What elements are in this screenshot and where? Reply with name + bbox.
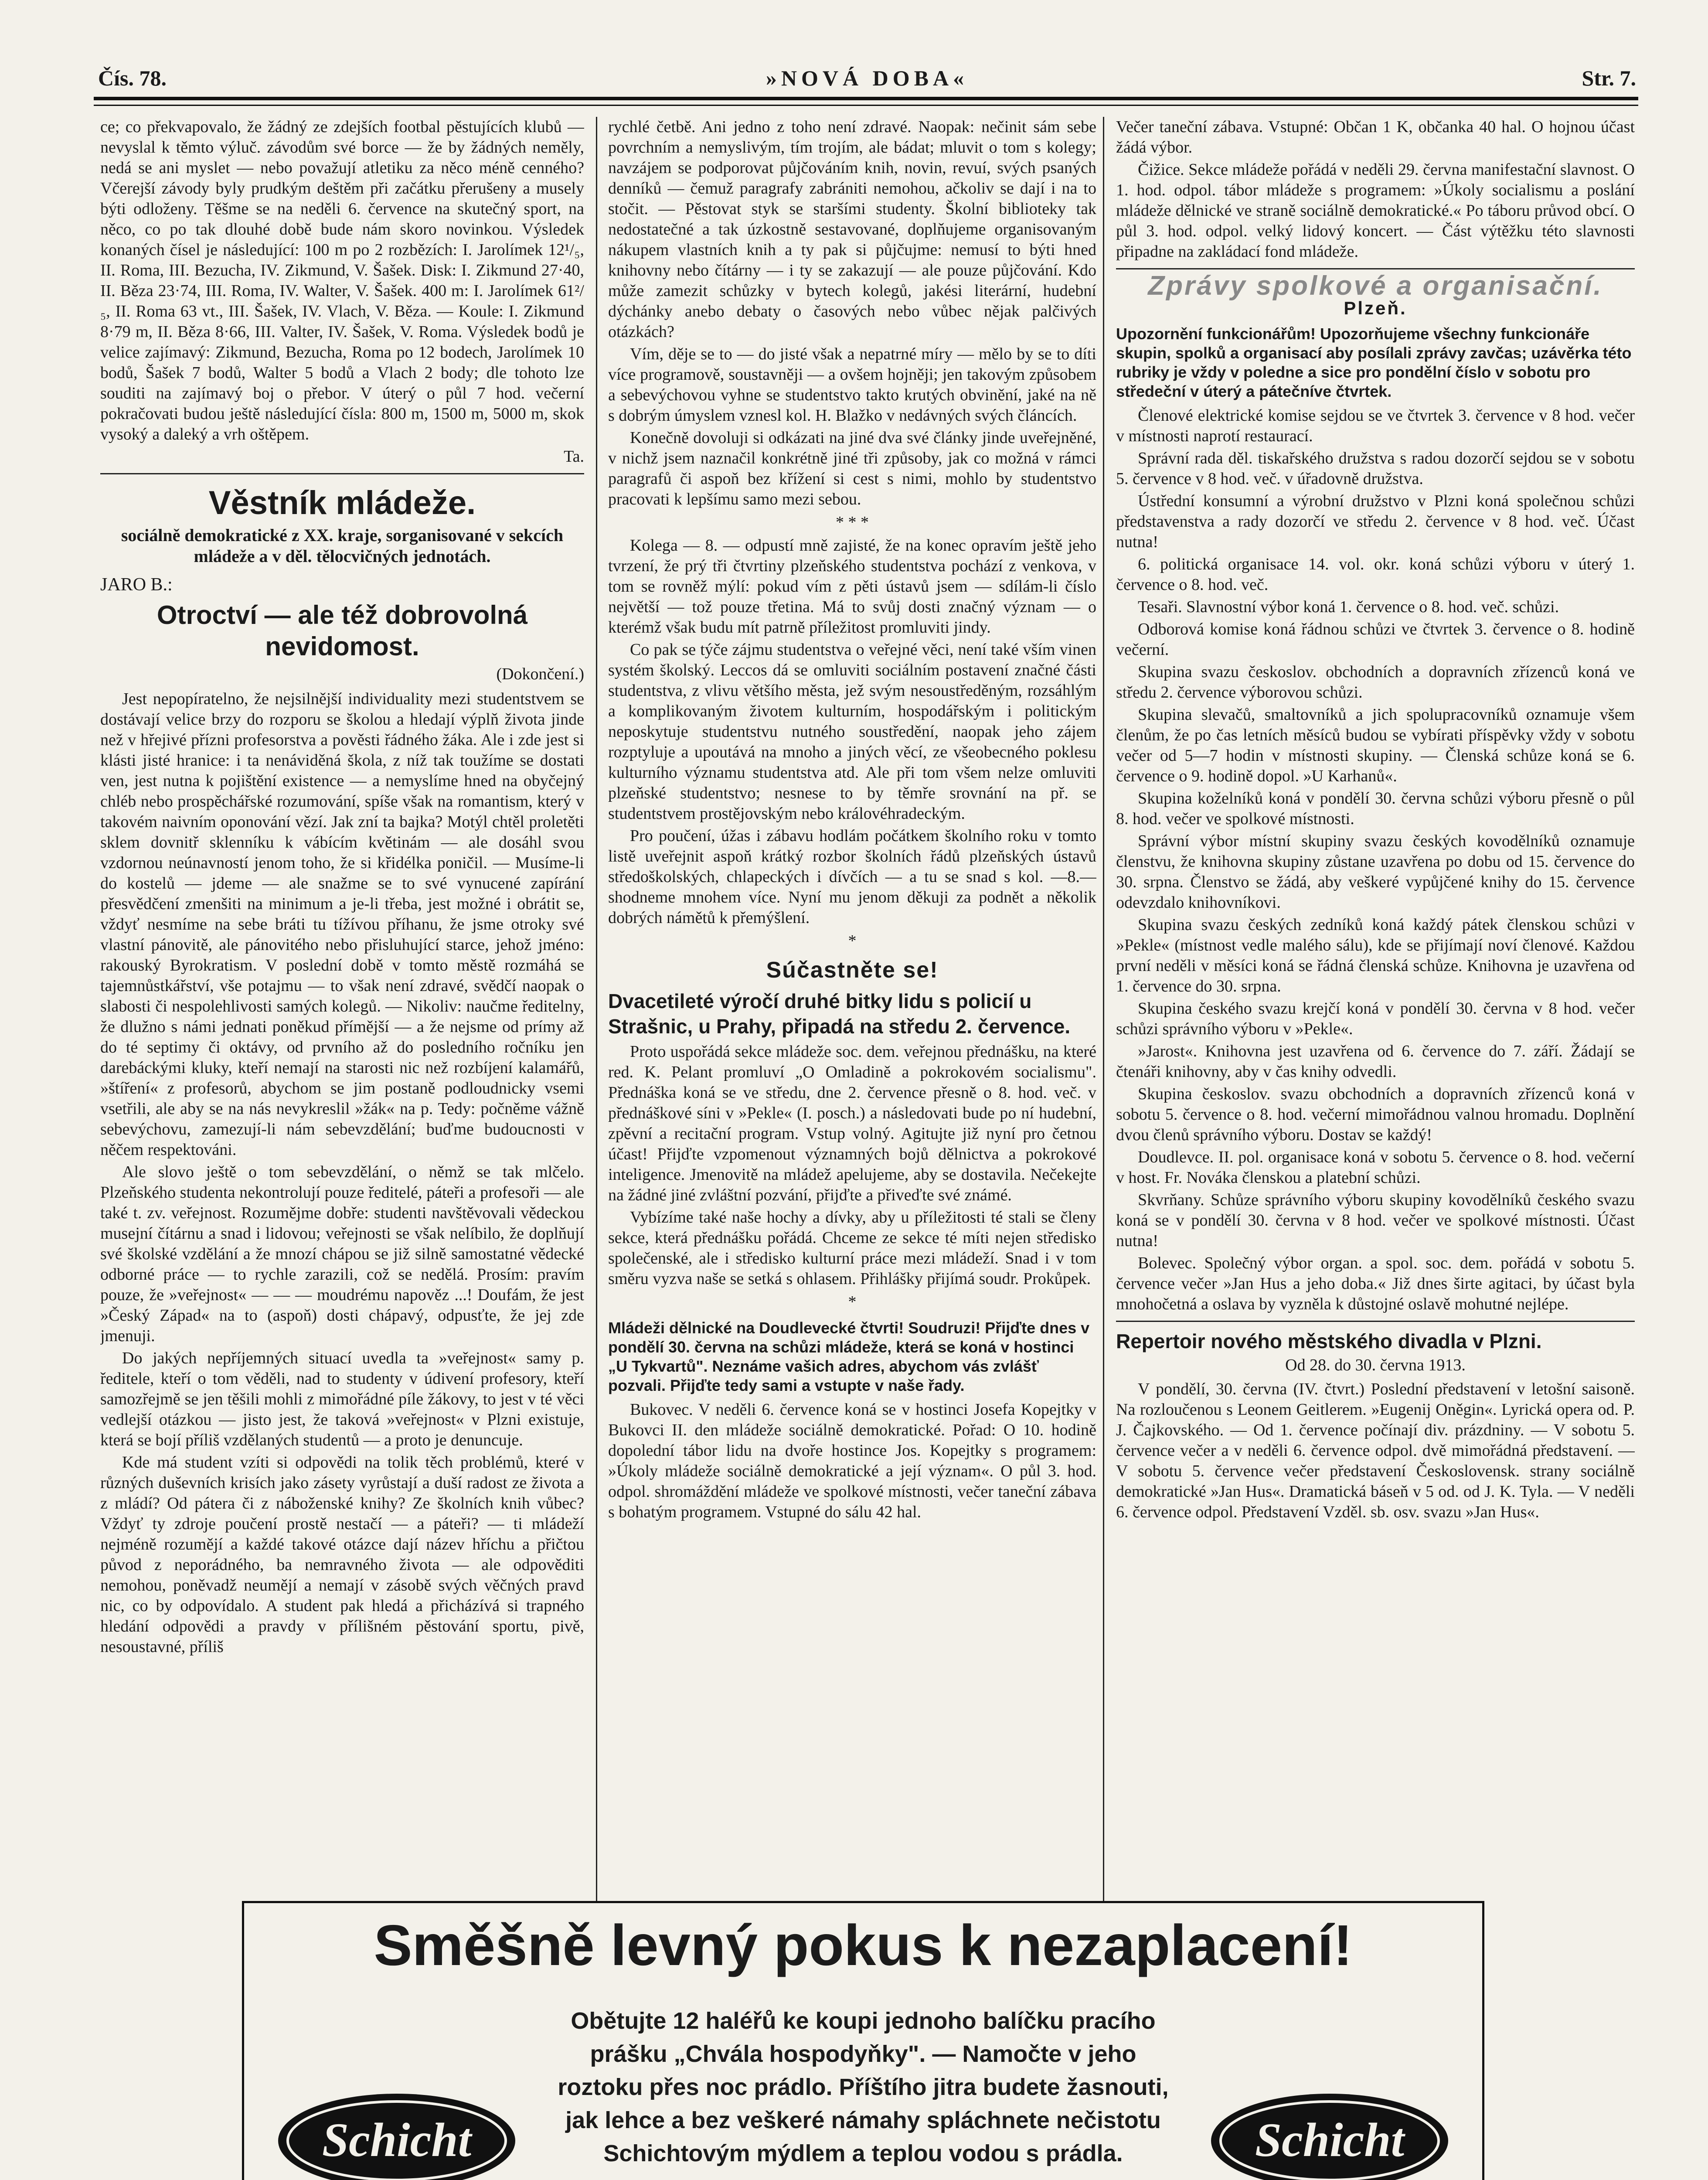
club-item: »Jarost«. Knihovna jest uzavřena od 6. července do 7. září. Žádají se čtenáři knihovny, aby v čas knihy odvedli. [1116, 1042, 1635, 1081]
bukovec-notice: Bukovec. V neděli 6. července koná se v hostinci Josefa Kopejtky v Bukovci II. den mládeže sociálně demokratické. Pořad: O 10. hodině dopolední tábor lidu na dvoře hostince Jos. Kopejtky s programem: »Úkoly mládeže sociálně demokratické a její význam«. O půl 3. hod. odpol. shromáždění mládeže ve spolkové místnosti, večer taneční zábava s bohatým programem. Vstupné do sálu 42 hal. [608, 1400, 1096, 1521]
section-divider [1116, 1321, 1635, 1322]
article-paragraph: rychlé četbě. Ani jedno z toho není zdravé. Naopak: nečinit sám sebe povrchním a nemyslivým, tím trojím, ale bádat; mluvit o tom s kolegy; navzájem se podporovat půjčováním knih, novin, revuí, svých psaných denníků — čemuž paragrafy zabrániti nemohou, ačkoliv se dají i na to stočit. — Pěstovat styk se staršími studenty. Školní biblioteky tak nedostatečné a tak úzkostně sestavované, doplňujeme organisovaným nákupem vlastních knih a ty pak si půjčujme: nemusí to býti hned knihovny nebo čítárny — i ty se zakazují — ale pouze půjčování. Kdo může zamezit schůzky v bytech kolegů, jakési literární, hudební dýchánky anebo debaty o časových nebo vůbec nějak palčivých otázkách? [608, 118, 1096, 341]
notice-paragraph: Čižice. Sekce mládeže pořádá v neděli 29. června manifestační slavnost. O 1. hod. odpol. tábor mládeže s programem: »Úkoly socialismu a poslání mládeže dělnické ve straně sociálně demokratické.« Po táboru průvod obcí. O půl 3. hod. odpol. velký lidový koncert. — Část výtěžku této slavnosti připadne na zakládací fond mládeže. [1116, 160, 1635, 261]
separator-stars: * * * [836, 513, 869, 531]
section-divider [1116, 268, 1635, 269]
club-item: Skupina slevačů, smaltovníků a jich spolupracovníků oznamuje všem členům, že po čas letních měsíců budou se vybírati příspěvky vždy v sobotu večer od 5—7 hodin v místnosti skupiny. — Členská schůze koná se 6. července o 9. hodině dopol. »U Karhanů«. [1116, 705, 1635, 785]
article-paragraph: Co pak se týče zájmu studentstva o veřejné věci, není také vším vinen systém školský. Leccos dá se omluviti sociálním postavení značné části studentstva, z vlivu většího města, jež svým nesoustředěným, rozsáhlým a komplikovaným životem kulturním, hospodářským i politickým neposkytuje studentstvu nutného soustředění, naopak jeho zájem rozptyluje a upoutává na mnoho a jiných věcí, ze všeobecného poklesu kulturního významu studentstva atd. Ale při tom všem nelze omluviti plzeňské studentstvo; nesnese to by těmře srovnání na př. se studentstvem prostějovským nebo královéhradeckým. [608, 640, 1096, 823]
club-item: Tesaři. Slavnostní výbor koná 1. července o 8. hod. več. schůzi. [1138, 598, 1559, 616]
column-divider [596, 117, 597, 1904]
advertisement [242, 1901, 1484, 2180]
club-item: Skupina svazu českoslov. obchodních a dopravních zřízenců koná ve středu 2. července výborovou schůzi. [1116, 663, 1635, 702]
separator-star: * [848, 1293, 857, 1311]
article-paragraph: Do jakých nepříjemných situací uvedla ta »veřejnost« samy p. ředitele, kteří o tom věděli, nad to studenty v údivení profesory, kteří samozřejmě se jen těšili mohli z mimořádné píle žákovy, to jest v té věci vedlejší otázkou — jisto jest, že taková »veřejnost« v Plzni existuje, která se bojí příliš vzdělaných studentů — a proto je denuncuje. [100, 1349, 584, 1449]
notice-paragraph: Večer taneční zábava. Vstupné: Občan 1 K, občanka 40 hal. O hojnou účast žádá výbor. [1116, 118, 1635, 157]
club-item: Členové elektrické komise sejdou se ve čtvrtek 3. července v 8 hod. večer v místnosti naprotí restaurací. [1116, 406, 1635, 445]
section-divider [100, 473, 584, 474]
event-headline: Dvacetileté výročí druhé bitky lidu s policií u Strašnic, u Prahy, připadá na středu 2. července. [608, 990, 1071, 1038]
article-paragraph: Vím, děje se to — do jisté však a nepatrné míry — mělo by se to díti více programově, soustavněji — a ovšem hojněji; jen takovým způsobem a sebevýchovou vyhne se studentstvo takto krutých obvinění, jaké na ně s dobrým úmyslem vznesl kol. H. Blažko v nedávných svých článcích. [608, 345, 1096, 425]
ad-headline: Směšně levný pokus k nezaplacení! [374, 1913, 1353, 1977]
youth-notice: Mládeži dělnické na Doudlevecké čtvrti! Soudruzi! Přijďte dnes v pondělí 30. června na schůzi mládeže, která se koná v hostinci „U Tykvartů". Neznáme vašich adres, abychom vás zvlášť pozvali. Přijďte tedy sami a vstupte v naše řady. [608, 1319, 1090, 1394]
ad-body: Obětujte 12 haléřů ke koupi jednoho balíčku pracího prášku „Chvála hospodyňky". — Namočte v jeho roztoku přes noc prádlo. Příštího jitra budete žasnouti, jak lehce a bez veškeré námahy spláchnete nečistotu Schichtovým mýdlem a teplou vodou s prádla. [558, 2008, 1169, 2166]
club-item: Správní výbor místní skupiny svazu českých kovodělníků oznamuje členstvu, že knihovna skupiny zůstane uzavřena po dobu od 15. července do 30. srpna. Členstvo se žádá, aby veškeré vypůjčené knihy do 15. července odevzdalo knihovníkovi. [1116, 832, 1635, 912]
club-item: Doudlevce. II. pol. organisace koná v sobotu 5. července o 8. hod. večerní v host. Fr. Nováka členskou a platební schůzi. [1116, 1148, 1635, 1187]
club-item: Skupina koželníků koná v pondělí 30. června schůzi výboru přesně o půl 8. hod. večer ve spolkové místnosti. [1116, 789, 1635, 828]
issue-number: Čís. 78. [98, 66, 167, 90]
report-signature: Ta. [564, 447, 584, 466]
brand-logo-text: Schicht [322, 2113, 472, 2166]
section-subtitle: sociálně demokratické z XX. kraje, sorganisované v sekcích mládeže a v děl. tělocvičných jednotách. [121, 525, 564, 566]
brand-logo-icon [275, 2091, 519, 2180]
article-paragraph: Konečně dovoluji si odkázati na jiné dva své články jinde uveřejněné, v nichž jsem naznačil konkrétně jiné tři způsoby, jak co možná v rámci paragrafů či aspoň bez křížení si cest s nimi, mohlo by studentstvo pracovati k lepšímu samo mezi sebou. [608, 429, 1096, 508]
column-1 [100, 117, 584, 1907]
article-author: JARO B.: [100, 575, 173, 595]
column-divider [1103, 117, 1104, 1948]
header-rule-thin [94, 105, 1638, 106]
brand-logo-icon [1208, 2091, 1452, 2180]
schicht-logo-left [275, 2091, 519, 2180]
column-2 [608, 117, 1096, 1950]
club-item: Skvrňany. Schůze správního výboru skupiny kovodělníků českého svazu koná se v pondělí 30. června v 8 hod. večer ve spolkové místnosti. Účast nutna! [1116, 1191, 1635, 1250]
event-text: Vybízíme také naše hochy a dívky, aby u příležitosti té stali se členy sekce, která přednášku pořádá. Chceme ze sekce té míti nejen středisko společenské, ale i středisko kulturní práce mezi mládeží. Snad i v tom směru vyzva naše se setká s ohlasem. Přihlášky přijímá soudr. Prokůpek. [608, 1208, 1096, 1288]
club-item: Ústřední konsumní a výrobní družstvo v Plzni koná společnou schůzi představenstva a rady dozorčí ve středu 2. července v 8 hod. več. Účast nutna! [1116, 492, 1635, 551]
club-item: 6. politická organisace 14. vol. okr. koná schůzi výboru v úterý 1. července o 8. hod. več. [1116, 555, 1635, 594]
city-heading: Plzeň. [1344, 298, 1407, 318]
section-title: Věstník mládeže. [208, 484, 476, 521]
header-rule [94, 97, 1638, 100]
club-item: Skupina svazu českých zedníků koná každý pátek členskou schůzi v »Pekle« (místnost vedle malého sálu), kde se přijímají noví členové. Každou první neděli v měsíci koná se řádná členská schůze. Knihovna je uzavřena od 1. července do 30. srpna. [1116, 916, 1635, 995]
continued-note: (Dokončení.) [496, 665, 584, 683]
article-paragraph: Kde má student vzíti si odpovědi na tolik těch problémů, které v různých duševních krisích jako zásety vyrůstají a duší radost ze života a z mládí? Od pátera či z náboženské knihy? Ze školních knih vůbec? Vždyť ty zdroje poučení prostě nestačí — a páteři? — ti mládeží nejméně rozumějí a každé takové otázce dají název hříchu a přičtou původ z neporádného, ba nemravného života — ale odpověditi nemohou, poněvadž neumějí a nemají v zásobě svých věčných pravd nic, co by odpovídalo. A student pak hledá a přicházívá si trapného hledání odpovědi a pravdy v přílišném pěstování sportu, pivě, nesoustavné, příliš [100, 1453, 584, 1656]
club-item: Odborová komise koná řádnou schůzi ve čtvrtek 3. července o 8. hodině večerní. [1116, 620, 1635, 659]
functionaries-notice: Upozornění funkcionářům! Upozorňujeme všechny funkcionáře skupin, spolků a organisací aby posílali zprávy zavčas; uzávěrka této rubriky je vždy v poledne a sice pro pondělní číslo v sobotu pro středeční v úterý a pátečníve čtvrtek. [1116, 325, 1632, 400]
article-paragraph: Ale slovo ještě o tom sebevzdělání, o němž se tak mlčelo. Plzeňského studenta nekontrolují pouze ředitelé, páteři a profesoři — ale také t. zv. veřejnost. Rozumějme dobře: studenti navštěvovali vědeckou musejní čítárnu a snad i lidovou; veřejnosti se však nelíbilo, že doplňují své školské vzdělání a že mnozí chápou se již silně samostatné vědecké odborné práce — to rychle zarazili, což se nedělá. Prosím: pravím pouze, že »veřejnost« — — — moudrému napověz ...! Doufám, že jest »Český Západ« na to (aspoň) dosti chápavý, odpusťte, že jej zde jmenuji. [100, 1163, 584, 1345]
call-heading: Súčastněte se! [766, 957, 939, 983]
repertoire-title: Repertoir nového městského divadla v Plzni. [1116, 1330, 1542, 1352]
repertoire-text: V pondělí, 30. června (IV. čtvrt.) Poslední představení v letošní saisoně. Na rozloučenou s Leonem Geitlerem. »Eugenij Oněgin«. Lyrická opera od. P. J. Čajkovského. — Od 1. července počínají div. prázdniny. — V sobotu 5. července večer a v neděli 6. července odpol. dvě mimořádná představení. — V sobotu 5. července večer představení Československ. strany sociálně demokratické »Jan Hus«. Dramatická báseň v 5 od. od J. K. Tyla. — V neděli 6. července odpol. Představení Vzděl. sb. osv. svazu »Jan Hus«. [1116, 1380, 1635, 1521]
event-text: Proto uspořádá sekce mládeže soc. dem. veřejnou přednášku, na které red. K. Pelant promluví „O Omladině a pokrokovém socialismu". Přednáška koná se ve středu, dne 2. července přesně o 8. hod. več. v přednáškové síni v »Pekle« (I. posch.) a následovati bude po ní hudební, zpěvní a recitační program. Vstup volný. Agitujte již nyní pro četnou účast! Přijďte vzpomenout významných bojů dělnictva a pokrokové inteligence. Jmenovitě na mládež apelujeme, aby se dostavila. Nečekejte na žádné jiné zvláštní pozvání, přijďte a přiveďte své známé. [608, 1042, 1096, 1204]
club-item: Skupina českého svazu krejčí koná v pondělí 30. června v 8 hod. večer schůzi správního výboru v »Pekle«. [1116, 999, 1635, 1038]
page-header [98, 65, 1636, 100]
club-item: Správní rada děl. tiskařského družstva s radou dozorčí sejdou se v sobotu 5. července v 8 hod. več. v úřadovně družstva. [1116, 449, 1635, 488]
article-paragraph: Jest nepopíratelno, že nejsilnější individuality mezi studentstvem se dostávají velice brzy do rozporu se školou a hledají výplň života jinde než v hřejivé přízni profesorstva a pověsti řádného žáka. Ale i zde jest si klásti jisté hranice: i ta nenáviděná škola, z níž tak toužíme se dostati ven, jest nutna k pojištění existence — a nemyslíme hned na obyčejný chléb nebo prospěchářské rozumování, spíše však na romantism, který v takovém naivním oponování vězí. Jak zní ta bajka? Motýl chtěl proletěti sklem dovnitř sklenníku k vábícím květinám — ale dosáhl svou vzdornou neúnavností jenom toho, že si křidélka poničil. — Musíme-li do kostelů — jdeme — ale snažme se to své vynucené zapírání přesvědčení zmenšiti na minimum a je-li třeba, jest možné i obrátit se, vždyť nesmíme na sebe bráti tu tížívou příhanu, že jsme otroky své vlastní pánovitě, ale pánovitého nebo přisluhující starce, jehož jméno: rakouský Byrokratism. V poslední době v tomto městě rozmáhá se tajemnůstkářství, vše potajmu — to však není zdravé, svědčí naopak o slabosti či nespolehlivosti samých kolegů. — Nikoliv: naučme ředitelny, že dlužno s námi jednati poněkud přímější — a že nejsme od prímy až do té septimy či oktávy, od prvního až do posledního ročníku jen darebáckými kluky, kteří nemají na starosti nic než rozbíjení kalamářů, »štíření« z profesorů, abychom se jim postaně podloudnicky vsemi vsetřili, ale aby se na nás nevykreslil »žák« na p. Tedy: počněme vážně sebevýchovu, zamezují-li nám sebevzdělání; buďme budoucnosti v něčem respektováni. [100, 690, 584, 1159]
article-paragraph: Kolega — 8. — odpustí mně zajisté, že na konec opravím ještě jeho tvrzení, že prý tři čtvrtiny plzeňského studentstva pochází z venkova, v tom se rovněž mýlí: pokud vím z pěti ústavů jsem — sdílám-li číslo největší — tož pouze třetina. Má to svůj dosti značný význam — o kterémž však budu mít patrně příležitost promluviti jindy. [608, 536, 1096, 637]
club-item: Skupina českoslov. svazu obchodních a dopravních zřízenců koná v sobotu 5. července o 8. hod. večerní mimořádnou valnou hromadu. Doplnění dvou členů správního výboru. Dostav se každý! [1116, 1085, 1635, 1144]
masthead-title: »NOVÁ DOBA« [766, 66, 969, 90]
club-item: Bolevec. Společný výbor organ. a spol. soc. dem. pořádá v sobotu 5. července večer »Jan Hus a jeho doba.« Již dnes širte agitaci, by účast byla mnohočetná a oslava by vyzněla k důstojné oslavě mohutné nejlépe. [1116, 1254, 1635, 1313]
article-paragraph: Pro poučení, úžas i zábavu hodlám počátkem školního roku v tomto listě uveřejnit aspoň krátký rozbor školních řádů plzeňských ústavů středoškolských, chlapeckých i dívčích — a tu se snad s kol. —8.— shodneme mnohem více. Nyní mu jenom děkuji za podnět a několik dobrých námětů k přemýšlení. [608, 827, 1096, 927]
schicht-logo-right [1208, 2091, 1452, 2180]
column-3 [1116, 117, 1635, 1950]
article-title: Otroctví — ale též dobrovolná nevidomost. [157, 600, 528, 661]
page-number: Str. 7. [1582, 66, 1636, 90]
brand-logo-text: Schicht [1255, 2113, 1405, 2166]
separator-star: * [848, 932, 857, 950]
section-title: Zprávy spolkové a organisační. [1148, 271, 1603, 301]
repertoire-dates: Od 28. do 30. června 1913. [1285, 1356, 1466, 1374]
sport-report: ce; co překvapovalo, že žádný ze zdejších footbal pěstujících klubů — nevyslal k těmto výluč. závodům své borce — že by žádných neměly, nedá se ani myslet — nebo považují atletiku za něco méně cenného? Včerejší závody byly prudkým deštěm při začátku přerušeny a musely býti odloženy. Těšme se na neděli 6. července na skutečný sport, na něco, co po tak dlouhé době bude nám skoro novinkou. Výsledek konaných čísel je následující: 100 m po 2 rozbězích: I. Jarolímek 12¹/₅, II. Roma, III. Bezucha, IV. Zikmund, V. Šašek. Disk: I. Zikmund 27·40, II. Běza 23·74, III. Roma, IV. Walter, V. Šašek. 400 m: I. Jarolímek 61²/₅, II. Roma 63 vt., III. Šašek, IV. Vlach, V. Běza. — Koule: I. Zikmund 8·79 m, II. Běza 8·66, III. Valter, IV. Šašek, V. Roma. Výsledek bodů je velice zajímavý: Zikmund, Bezucha, Roma po 12 bodech, Jarolímek 10 bodů, Šašek 7 bodů, Walter 5 bodů a Vlach 2 body; dle tohoto lze souditi na zajímavý boj o přebor. V úterý o půl 7 hod. večerní pokračovati budou ještě následující čísla: 800 m, 1500 m, 5000 m, skok vysoký a daleký a vrh oštěpem. [100, 118, 584, 443]
